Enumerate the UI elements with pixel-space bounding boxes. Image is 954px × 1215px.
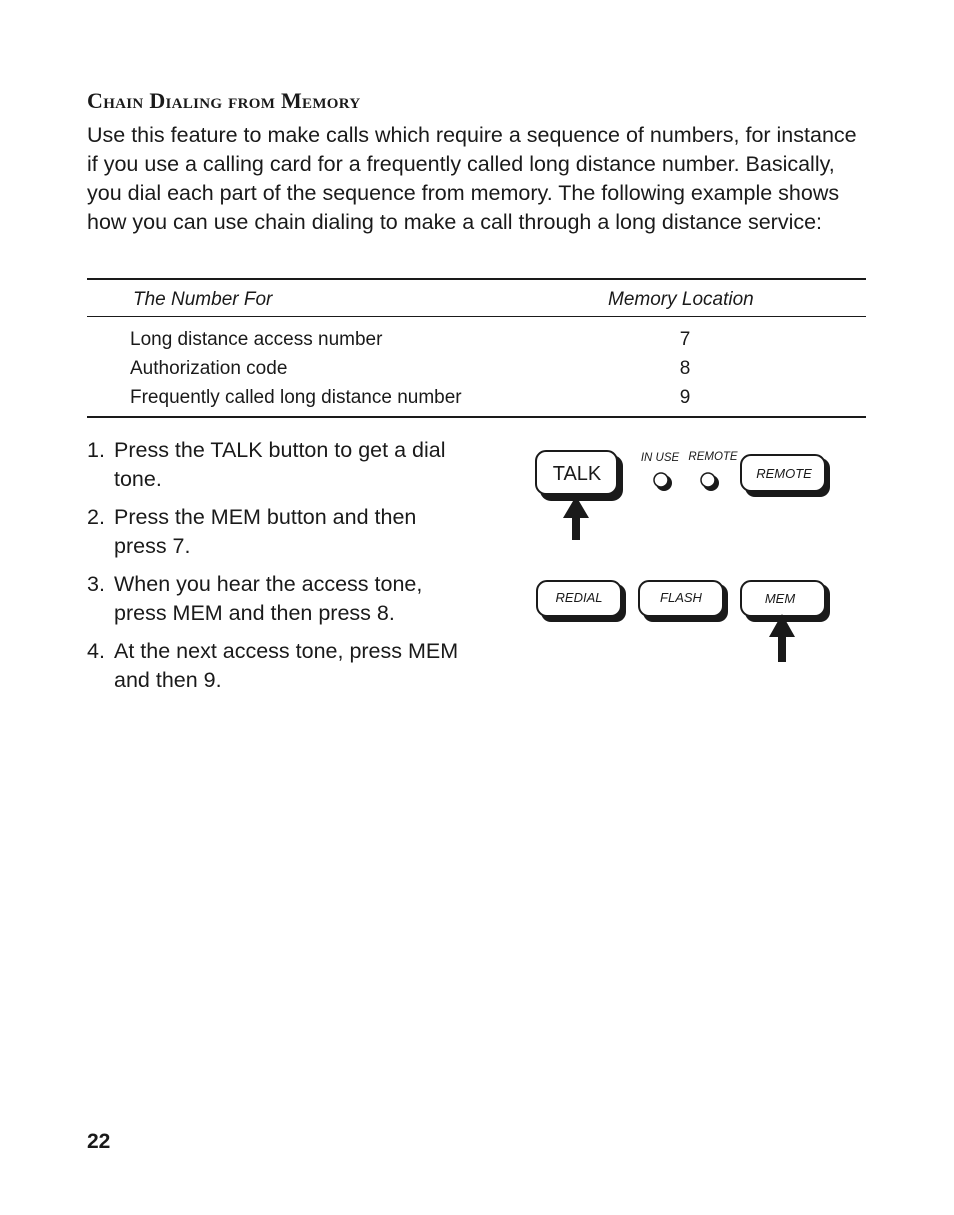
- table-row-value: 7: [679, 329, 691, 350]
- redial-label: REDIAL: [555, 590, 603, 605]
- step-text: Press the TALK button to get a dial tone.: [114, 438, 446, 491]
- arrow-up-icon: [563, 496, 589, 540]
- talk-label: TALK: [552, 463, 602, 485]
- in-use-label: IN USE: [640, 452, 680, 464]
- step-text: When you hear the access tone, press MEM and then press 8.: [114, 572, 423, 625]
- redial-button[interactable]: [537, 581, 626, 622]
- flash-label: FLASH: [660, 590, 702, 605]
- step-number: 4.: [87, 639, 105, 663]
- step-number: 1.: [87, 438, 105, 462]
- step-text: Press the MEM button and then press 7.: [114, 505, 417, 558]
- step-text: At the next access tone, press MEM and then 9.: [114, 639, 459, 692]
- mem-button[interactable]: [741, 581, 830, 622]
- table-row-value: 9: [679, 387, 691, 408]
- flash-button[interactable]: [639, 581, 728, 622]
- indicator-light-icon: [654, 473, 672, 491]
- section-heading: Chain Dialing from Memory: [87, 88, 361, 113]
- talk-button[interactable]: [536, 451, 623, 501]
- table-row-label: Frequently called long distance number: [130, 387, 462, 408]
- mem-label: MEM: [764, 591, 796, 606]
- step-number: 2.: [87, 505, 105, 529]
- step-number: 3.: [87, 572, 105, 596]
- table-row-label: Long distance access number: [130, 329, 383, 350]
- remote-button[interactable]: [741, 455, 830, 497]
- intro-paragraph: Use this feature to make calls which require a sequence of numbers, for instance if you use a calling card for a frequently called long distance number. Basically, you dial each part of the sequence from memory. The following example shows how you can use chain dialing to make a call through a long distance service:: [87, 123, 857, 234]
- remote-indicator-label: REMOTE: [688, 451, 738, 463]
- table-row-label: Authorization code: [130, 358, 288, 379]
- page-number: 22: [87, 1130, 111, 1153]
- table-header-memory-location: Memory Location: [608, 289, 754, 310]
- table-row-value: 8: [679, 358, 691, 379]
- remote-button-label: REMOTE: [756, 466, 812, 481]
- indicator-light-icon: [701, 473, 719, 491]
- table-header-number-for: The Number For: [133, 289, 273, 310]
